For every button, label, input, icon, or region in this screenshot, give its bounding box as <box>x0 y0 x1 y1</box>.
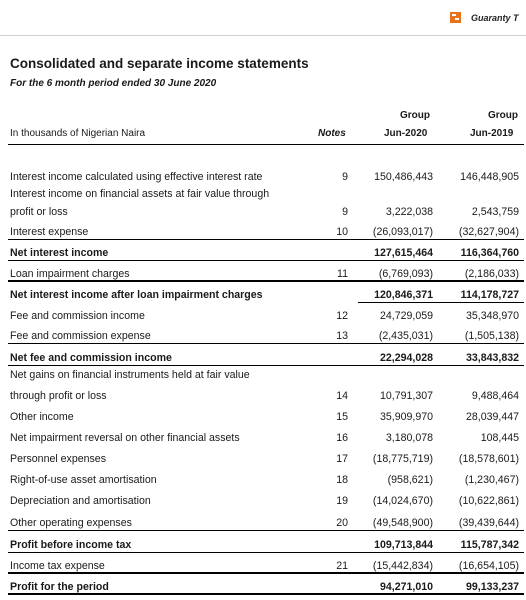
table-row <box>0 261 526 282</box>
row-note: 11 <box>337 268 348 280</box>
notes-header: Notes <box>318 128 346 139</box>
table-row <box>0 282 526 303</box>
table-row <box>0 166 526 185</box>
table-row <box>0 531 526 553</box>
table-row <box>0 446 526 467</box>
row-label: Other operating expenses <box>10 517 132 529</box>
row-label: Interest expense <box>10 226 89 238</box>
row-note: 20 <box>336 517 348 529</box>
row-value-2020: (958,621) <box>387 474 433 486</box>
row-label: Loan impairment charges <box>10 268 130 280</box>
brand-header <box>450 12 519 23</box>
row-label: Right-of-use asset amortisation <box>10 474 157 486</box>
row-value-2019: 9,488,464 <box>471 390 519 402</box>
gtbank-logo-icon <box>450 12 461 23</box>
row-value-2019: (10,622,861) <box>458 495 519 507</box>
row-label: Profit for the period <box>10 581 109 593</box>
row-value-2019: 99,133,237 <box>465 581 519 593</box>
statement-subtitle: For the 6 month period ended 30 June 2020 <box>10 78 217 89</box>
row-value-2020: (14,024,670) <box>372 495 433 507</box>
header-divider <box>0 35 526 36</box>
row-note: 17 <box>336 453 348 465</box>
row-note: 10 <box>336 226 348 238</box>
row-value-2019: 114,178,727 <box>460 289 519 301</box>
row-label: through profit or loss <box>10 390 107 402</box>
row-label: Profit before income tax <box>10 539 132 551</box>
row-label: Net gains on financial instruments held at fair value <box>10 369 250 381</box>
row-note: 13 <box>336 330 348 342</box>
table-row <box>0 366 526 383</box>
row-note: 9 <box>342 206 348 218</box>
row-value-2019: (1,505,138) <box>464 330 519 342</box>
row-note: 16 <box>336 432 348 444</box>
row-value-2019: (16,654,105) <box>458 560 519 572</box>
row-value-2020: 127,615,464 <box>374 247 433 259</box>
table-row <box>0 404 526 425</box>
row-note: 21 <box>336 560 348 572</box>
row-value-2019: 108,445 <box>480 432 519 444</box>
row-value-2020: 10,791,307 <box>379 390 433 402</box>
row-value-2020: 3,222,038 <box>385 206 433 218</box>
row-label: Net impairment reversal on other financial assets <box>10 432 240 444</box>
row-value-2019: (2,186,033) <box>464 268 519 280</box>
table-row <box>0 467 526 488</box>
header-rule <box>8 144 524 145</box>
row-note: 14 <box>336 390 348 402</box>
row-label: Fee and commission expense <box>10 330 151 342</box>
table-row <box>0 553 526 574</box>
table-row <box>0 344 526 366</box>
col1-period-header: Jun-2020 <box>384 128 428 139</box>
table-row <box>0 324 526 344</box>
row-note: 19 <box>336 495 348 507</box>
row-value-2019: 115,787,342 <box>460 539 519 551</box>
row-value-2019: 35,348,970 <box>465 310 519 322</box>
row-value-2020: (26,093,017) <box>372 226 433 238</box>
row-label: Income tax expense <box>10 560 105 572</box>
table-row <box>0 202 526 220</box>
brand-name: Guaranty T <box>471 12 519 23</box>
table-row <box>0 185 526 202</box>
row-value-2019: (32,627,904) <box>458 226 519 238</box>
table-row <box>0 509 526 531</box>
row-value-2020: 94,271,010 <box>379 581 433 593</box>
row-value-2020: 150,486,443 <box>374 171 433 183</box>
row-value-2020: 22,294,028 <box>379 352 433 364</box>
row-value-2019: 146,448,905 <box>460 171 519 183</box>
col2-period-header: Jun-2019 <box>470 128 514 139</box>
row-value-2019: 28,039,447 <box>465 411 519 423</box>
row-label: profit or loss <box>10 206 68 218</box>
row-value-2020: (6,769,093) <box>378 268 433 280</box>
row-value-2020: (2,435,031) <box>378 330 433 342</box>
row-value-2019: 2,543,759 <box>471 206 519 218</box>
row-value-2020: (18,775,719) <box>372 453 433 465</box>
row-rule <box>8 593 524 595</box>
table-row <box>0 220 526 240</box>
row-note: 9 <box>342 171 348 183</box>
table-row <box>0 574 526 595</box>
row-label: Net interest income <box>10 247 109 259</box>
col1-group-header: Group <box>400 110 430 121</box>
table-row <box>0 383 526 404</box>
table-row <box>0 425 526 446</box>
row-value-2019: (39,439,644) <box>458 517 519 529</box>
row-value-2019: 116,364,760 <box>460 247 519 259</box>
table-row <box>0 240 526 261</box>
row-label: Personnel expenses <box>10 453 106 465</box>
row-value-2020: 24,729,059 <box>379 310 433 322</box>
row-label: Interest income calculated using effective interest rate <box>10 171 263 183</box>
row-label: Fee and commission income <box>10 310 145 322</box>
row-value-2020: 109,713,844 <box>374 539 433 551</box>
table-row <box>0 488 526 509</box>
row-label: Depreciation and amortisation <box>10 495 151 507</box>
row-label: Other income <box>10 411 74 423</box>
row-value-2019: (18,578,601) <box>458 453 519 465</box>
statement-title: Consolidated and separate income statements <box>10 56 309 71</box>
row-note: 15 <box>336 411 348 423</box>
row-value-2020: 3,180,078 <box>385 432 433 444</box>
row-note: 12 <box>336 310 348 322</box>
row-value-2020: (15,442,834) <box>372 560 433 572</box>
col2-group-header: Group <box>488 110 518 121</box>
row-label: Interest income on financial assets at fair value through <box>10 188 270 200</box>
row-value-2020: 120,846,371 <box>374 289 433 301</box>
row-value-2020: (49,548,900) <box>372 517 433 529</box>
row-label: Net fee and commission income <box>10 352 172 364</box>
row-value-2019: (1,230,467) <box>464 474 519 486</box>
row-label: Net interest income after loan impairment charges <box>10 289 263 301</box>
row-note: 18 <box>336 474 348 486</box>
row-value-2019: 33,843,832 <box>465 352 519 364</box>
table-row <box>0 303 526 324</box>
unit-label: In thousands of Nigerian Naira <box>10 128 146 139</box>
row-value-2020: 35,909,970 <box>379 411 433 423</box>
